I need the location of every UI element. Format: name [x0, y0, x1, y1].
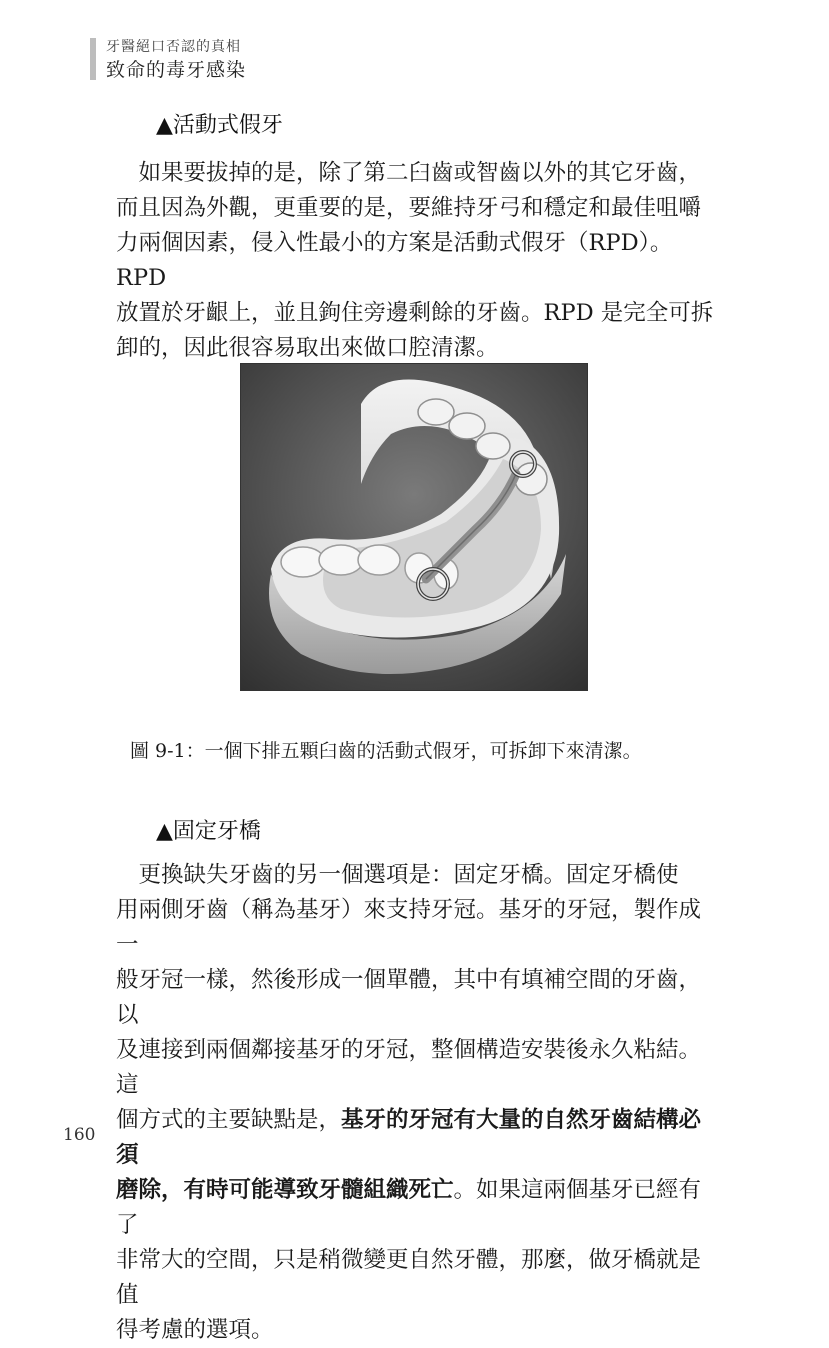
bold-emphasis: 磨除，有時可能導致牙髓組織死亡: [116, 1177, 454, 1203]
paragraph-removable-denture: [116, 156, 720, 366]
paragraph-line: 而且因為外觀，更重要的是，要維持牙弓和穩定和最佳咀嚼: [116, 195, 702, 221]
header-accent-bar: [90, 38, 96, 80]
paragraph-line: [116, 1173, 720, 1243]
paragraph-line: 非常大的空間，只是稍微變更自然牙體，那麼，做牙橋就是值: [116, 1247, 702, 1308]
paragraph-line: 用兩側牙齒（稱為基牙）來支持牙冠。基牙的牙冠，製作成一: [116, 897, 702, 958]
plain-text: 個方式的主要缺點是，: [116, 1107, 342, 1133]
bold-emphasis: 基牙的牙冠有大量的自然牙齒結構必須: [116, 1107, 702, 1168]
section-heading-fixed-bridge: ▲固定牙橋: [156, 819, 261, 844]
page-number: 160: [63, 1125, 96, 1145]
plain-text: 。如果這兩個基牙已經有了: [116, 1177, 702, 1238]
section-heading-removable-denture: ▲活動式假牙: [156, 113, 283, 138]
paragraph-line: 得考慮的選項。: [116, 1317, 274, 1343]
paragraph-line: 及連接到兩個鄰接基牙的牙冠，整個構造安裝後永久粘結。這: [116, 1037, 702, 1098]
paragraph-line: 如果要拔掉的是，除了第二臼齒或智齒以外的其它牙齒，: [116, 160, 702, 186]
paragraph-line: 卸的，因此很容易取出來做口腔清潔。: [116, 335, 499, 361]
paragraph-line: 放置於牙齦上，並且鉤住旁邊剩餘的牙齒。RPD 是完全可拆: [116, 300, 714, 326]
paragraph-line: [116, 1103, 720, 1173]
paragraph-line: 更換缺失牙齒的另一個選項是：固定牙橋。固定牙橋使: [116, 862, 679, 888]
book-title: 致命的毒牙感染: [106, 59, 247, 81]
figure-caption: 圖 9-1：一個下排五顆臼齒的活動式假牙，可拆卸下來清潔。: [130, 740, 642, 762]
series-title: 牙醫絕口否認的真相: [106, 39, 241, 55]
paragraph-fixed-bridge: [116, 858, 720, 1348]
denture-photo: [240, 363, 588, 691]
paragraph-line: 般牙冠一樣，然後形成一個單體，其中有填補空間的牙齒，以: [116, 967, 702, 1028]
paragraph-line: 力兩個因素，侵入性最小的方案是活動式假牙（RPD）。RPD: [116, 230, 673, 291]
